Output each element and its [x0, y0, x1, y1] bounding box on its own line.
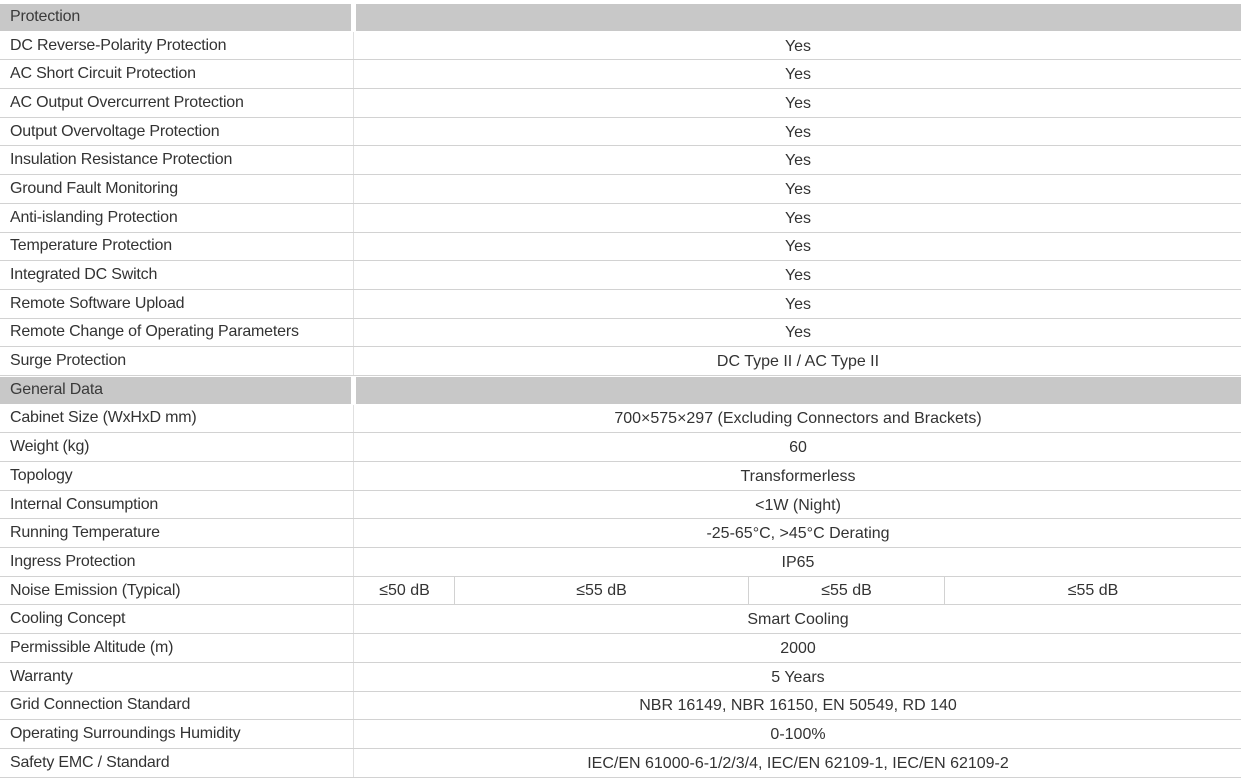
spec-label: Noise Emission (Typical): [10, 581, 181, 599]
column-divider: [353, 118, 354, 146]
spec-label: Topology: [10, 466, 73, 484]
spec-row: [0, 433, 1241, 462]
column-divider: [353, 175, 354, 203]
spec-value: 700×575×297 (Excluding Connectors and Brackets): [614, 410, 982, 428]
spec-value: Yes: [784, 66, 812, 84]
spec-row: [0, 605, 1241, 634]
column-divider: [353, 290, 354, 318]
spec-label: Operating Surroundings Humidity: [10, 725, 241, 743]
column-divider: [353, 634, 354, 662]
section-bar-right: [356, 4, 1241, 31]
column-divider: [353, 577, 354, 605]
spec-row: [0, 290, 1241, 319]
spec-label: Cooling Concept: [10, 610, 126, 628]
spec-row: [0, 663, 1241, 692]
spec-value: <1W (Night): [755, 496, 841, 514]
spec-value: Yes: [784, 94, 812, 112]
section-title: General Data: [10, 381, 103, 399]
spec-label: DC Reverse-Polarity Protection: [10, 36, 227, 54]
spec-row: [0, 405, 1241, 434]
spec-table: [0, 3, 1241, 778]
column-divider: [353, 548, 354, 576]
column-divider: [353, 233, 354, 261]
spec-value: Transformerless: [740, 467, 856, 485]
column-divider: [353, 491, 354, 519]
column-divider: [353, 261, 354, 289]
spec-value-cell: ≤55 dB: [748, 577, 944, 605]
spec-value: -25-65°C, >45°C Derating: [706, 525, 890, 543]
spec-value-cell: ≤55 dB: [454, 577, 748, 605]
spec-value: Yes: [784, 295, 812, 313]
spec-label: Integrated DC Switch: [10, 266, 158, 284]
spec-value: DC Type II / AC Type II: [716, 353, 880, 371]
column-divider: [353, 146, 354, 174]
spec-split-values: [355, 577, 1241, 605]
spec-label: Ingress Protection: [10, 552, 136, 570]
spec-label: Grid Connection Standard: [10, 696, 191, 714]
spec-row: [0, 146, 1241, 175]
column-divider: [353, 692, 354, 720]
spec-label: AC Short Circuit Protection: [10, 65, 196, 83]
spec-label: Safety EMC / Standard: [10, 753, 170, 771]
spec-row: [0, 319, 1241, 348]
spec-value-cell: ≤55 dB: [944, 577, 1241, 605]
spec-value-cell: ≤50 dB: [379, 581, 430, 599]
spec-value: Yes: [784, 123, 812, 141]
spec-value: NBR 16149, NBR 16150, EN 50549, RD 140: [639, 697, 957, 715]
spec-row: [0, 32, 1241, 61]
spec-value: 2000: [780, 639, 816, 657]
spec-row: [0, 233, 1241, 262]
column-divider: [353, 60, 354, 88]
spec-row: [0, 261, 1241, 290]
spec-value: Yes: [784, 180, 812, 198]
spec-label: Internal Consumption: [10, 495, 159, 513]
spec-value: Yes: [784, 152, 812, 170]
spec-row: [0, 118, 1241, 147]
spec-label: Temperature Protection: [10, 237, 172, 255]
spec-label: Weight (kg): [10, 438, 90, 456]
column-divider: [353, 462, 354, 490]
section-header: [0, 3, 1241, 32]
spec-label: Running Temperature: [10, 524, 160, 542]
section-bar-right: [356, 377, 1241, 404]
column-divider: [353, 519, 354, 547]
spec-value: Yes: [784, 209, 812, 227]
spec-row: [0, 347, 1241, 376]
spec-row: [0, 89, 1241, 118]
spec-row: [0, 519, 1241, 548]
spec-row: [0, 749, 1241, 778]
spec-row: [0, 692, 1241, 721]
column-divider: [353, 605, 354, 633]
spec-label: Insulation Resistance Protection: [10, 151, 233, 169]
spec-label: Surge Protection: [10, 352, 126, 370]
spec-row: [0, 462, 1241, 491]
spec-value: Yes: [784, 37, 812, 55]
spec-row: [0, 60, 1241, 89]
spec-value: IP65: [781, 553, 815, 571]
column-divider: [353, 749, 354, 777]
spec-row: [0, 175, 1241, 204]
section-header: [0, 376, 1241, 405]
spec-value: IEC/EN 61000-6-1/2/3/4, IEC/EN 62109-1, IEC/EN 62109-2: [587, 754, 1009, 772]
spec-value: Yes: [784, 324, 812, 342]
column-divider: [353, 720, 354, 748]
spec-label: Warranty: [10, 667, 73, 685]
spec-value: Smart Cooling: [747, 611, 849, 629]
column-divider: [353, 347, 354, 375]
column-divider: [353, 663, 354, 691]
spec-label: Remote Software Upload: [10, 294, 185, 312]
spec-row: [0, 634, 1241, 663]
column-divider: [353, 405, 354, 433]
spec-label: Anti-islanding Protection: [10, 208, 178, 226]
spec-row: [0, 720, 1241, 749]
spec-label: Output Overvoltage Protection: [10, 122, 220, 140]
spec-label: AC Output Overcurrent Protection: [10, 93, 244, 111]
column-divider: [353, 32, 354, 60]
spec-value: Yes: [784, 238, 812, 256]
spec-label: Permissible Altitude (m): [10, 638, 174, 656]
column-divider: [353, 89, 354, 117]
spec-row: [0, 204, 1241, 233]
spec-row: [0, 548, 1241, 577]
spec-label: Ground Fault Monitoring: [10, 179, 178, 197]
column-divider: [353, 204, 354, 232]
spec-value: 0-100%: [770, 726, 826, 744]
column-divider: [353, 433, 354, 461]
spec-label: Remote Change of Operating Parameters: [10, 323, 299, 341]
spec-row: [0, 577, 1241, 606]
section-title: Protection: [10, 8, 81, 26]
spec-row: [0, 491, 1241, 520]
spec-value: 5 Years: [771, 668, 825, 686]
spec-label: Cabinet Size (WxHxD mm): [10, 409, 197, 427]
column-divider: [353, 319, 354, 347]
spec-value: 60: [789, 439, 807, 457]
spec-value: Yes: [784, 267, 812, 285]
